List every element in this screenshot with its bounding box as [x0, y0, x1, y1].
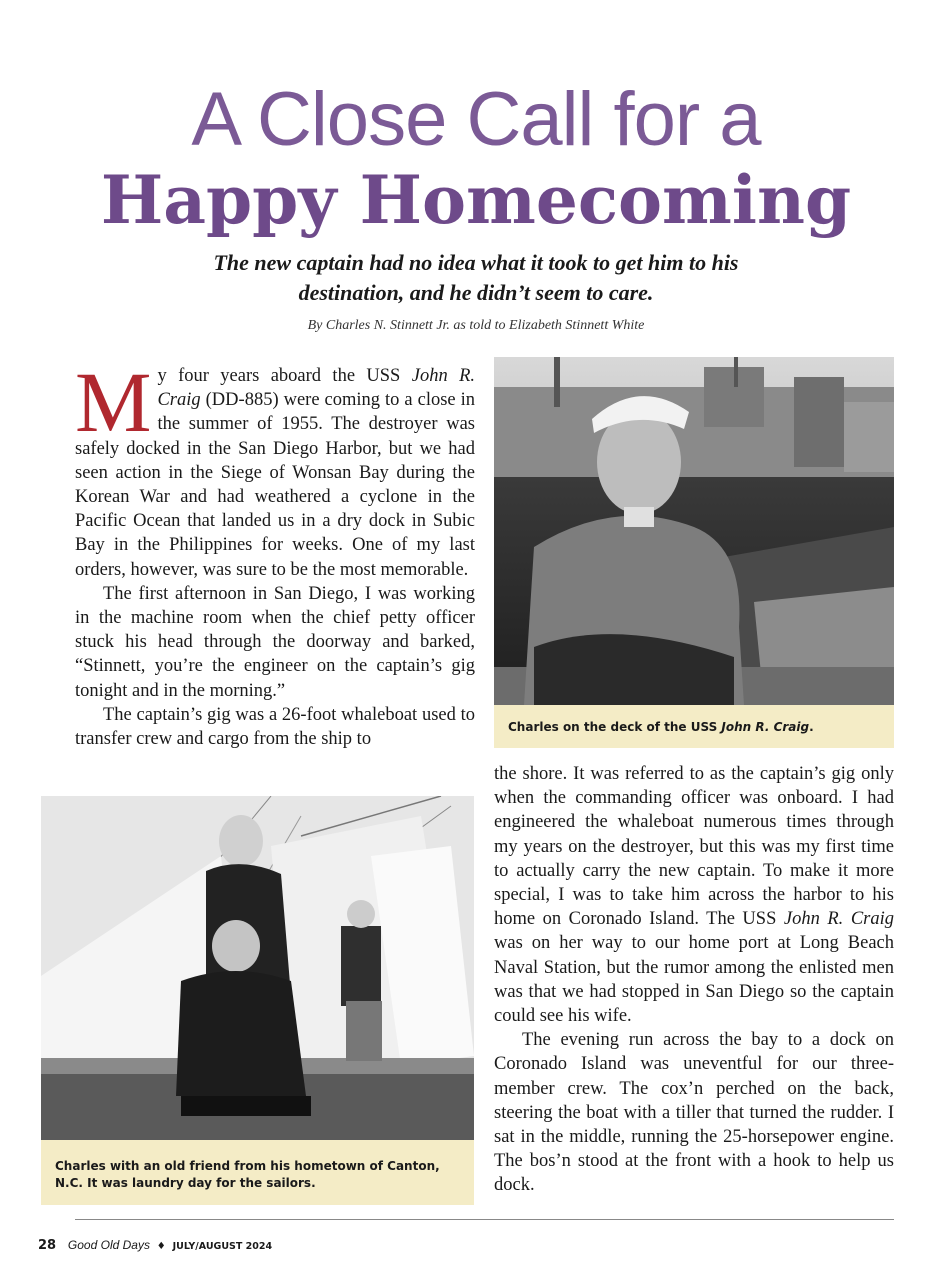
body-column-left — [75, 354, 476, 751]
magazine-name: Good Old Days — [67, 1238, 150, 1252]
issue-date: JULY/AUGUST 2024 — [172, 1241, 273, 1252]
footer-rule — [75, 1219, 894, 1220]
title-line-2: Happy Homecoming — [100, 161, 852, 239]
article-dek: The new captain had no idea what it took to get him to his destination, and he didn’t seem to care. — [213, 250, 739, 305]
paragraph-4: The evening run across the bay to a dock on Coronado Island was uneventful for our three-member crew. The cox’n perched on the back, steering the boat with a tiller that turned the rudder. I sat in the middle, running the 25-horsepower engine. The bos’n stood at the front with a hook to help us dock. — [494, 1030, 894, 1196]
ship-name: John R. Craig — [157, 366, 476, 411]
paragraph-1: My four years aboard the USS John R. Craig (DD-885) were coming to a close in the summer of 1955. The destroyer was safely docked in the San Diego Harbor, but we had seen action in the Siege of Wonsan Bay during the Korean War and had weathered a cyclone in the Pacific Ocean that landed us in a dry dock in Subic Bay in the Philippines for weeks. One of my last orders, however, was sure to be the most memorable. — [75, 354, 476, 580]
paragraph-3-continued: the shore. It was referred to as the captain’s gig only when the commanding officer was onboard. I had engineered the whaleboat numerous times through my years on the destroyer, but this was my first time to actually carry the new captain. To make it more special, I was to take him across the harbor to his home on Coronado Island. The USS John R. Craig was on her way to our home port at Long Beach Naval Station, but the rumor among the enlisted men was that we had stopped in San Diego so the captain could see his wife. — [494, 764, 894, 1027]
paragraph-3-start: The captain’s gig was a 26-foot whaleboat used to transfer crew and cargo from the ship to — [75, 704, 475, 750]
page-number: 28 — [38, 1238, 57, 1253]
byline: By Charles N. Stinnett Jr. as told to Elizabeth Stinnett White — [307, 318, 645, 333]
body-column-right — [494, 762, 894, 1198]
ship-name: John R. Craig — [783, 909, 894, 930]
paragraph-2: The first afternoon in San Diego, I was working in the machine room when the chief petty officer stuck his head through the doorway and barked, “Stinnett, you’re the engineer on the captain’s gig tonight and in the morning.” — [75, 583, 475, 701]
caption-photo-2: Charles with an old friend from his hometown of Canton, N.C. It was laundry day for the sailors. — [41, 1140, 474, 1205]
title-line-1: A Close Call for a — [191, 77, 761, 162]
caption-photo-1: Charles on the deck of the USS John R. Craig. — [494, 705, 894, 748]
drop-cap: M — [75, 354, 152, 450]
photo-charles-with-friend — [41, 796, 474, 1140]
page-footer — [38, 1237, 272, 1255]
photo-charles-on-deck — [494, 357, 894, 705]
diamond-icon: ♦ — [156, 1241, 166, 1252]
